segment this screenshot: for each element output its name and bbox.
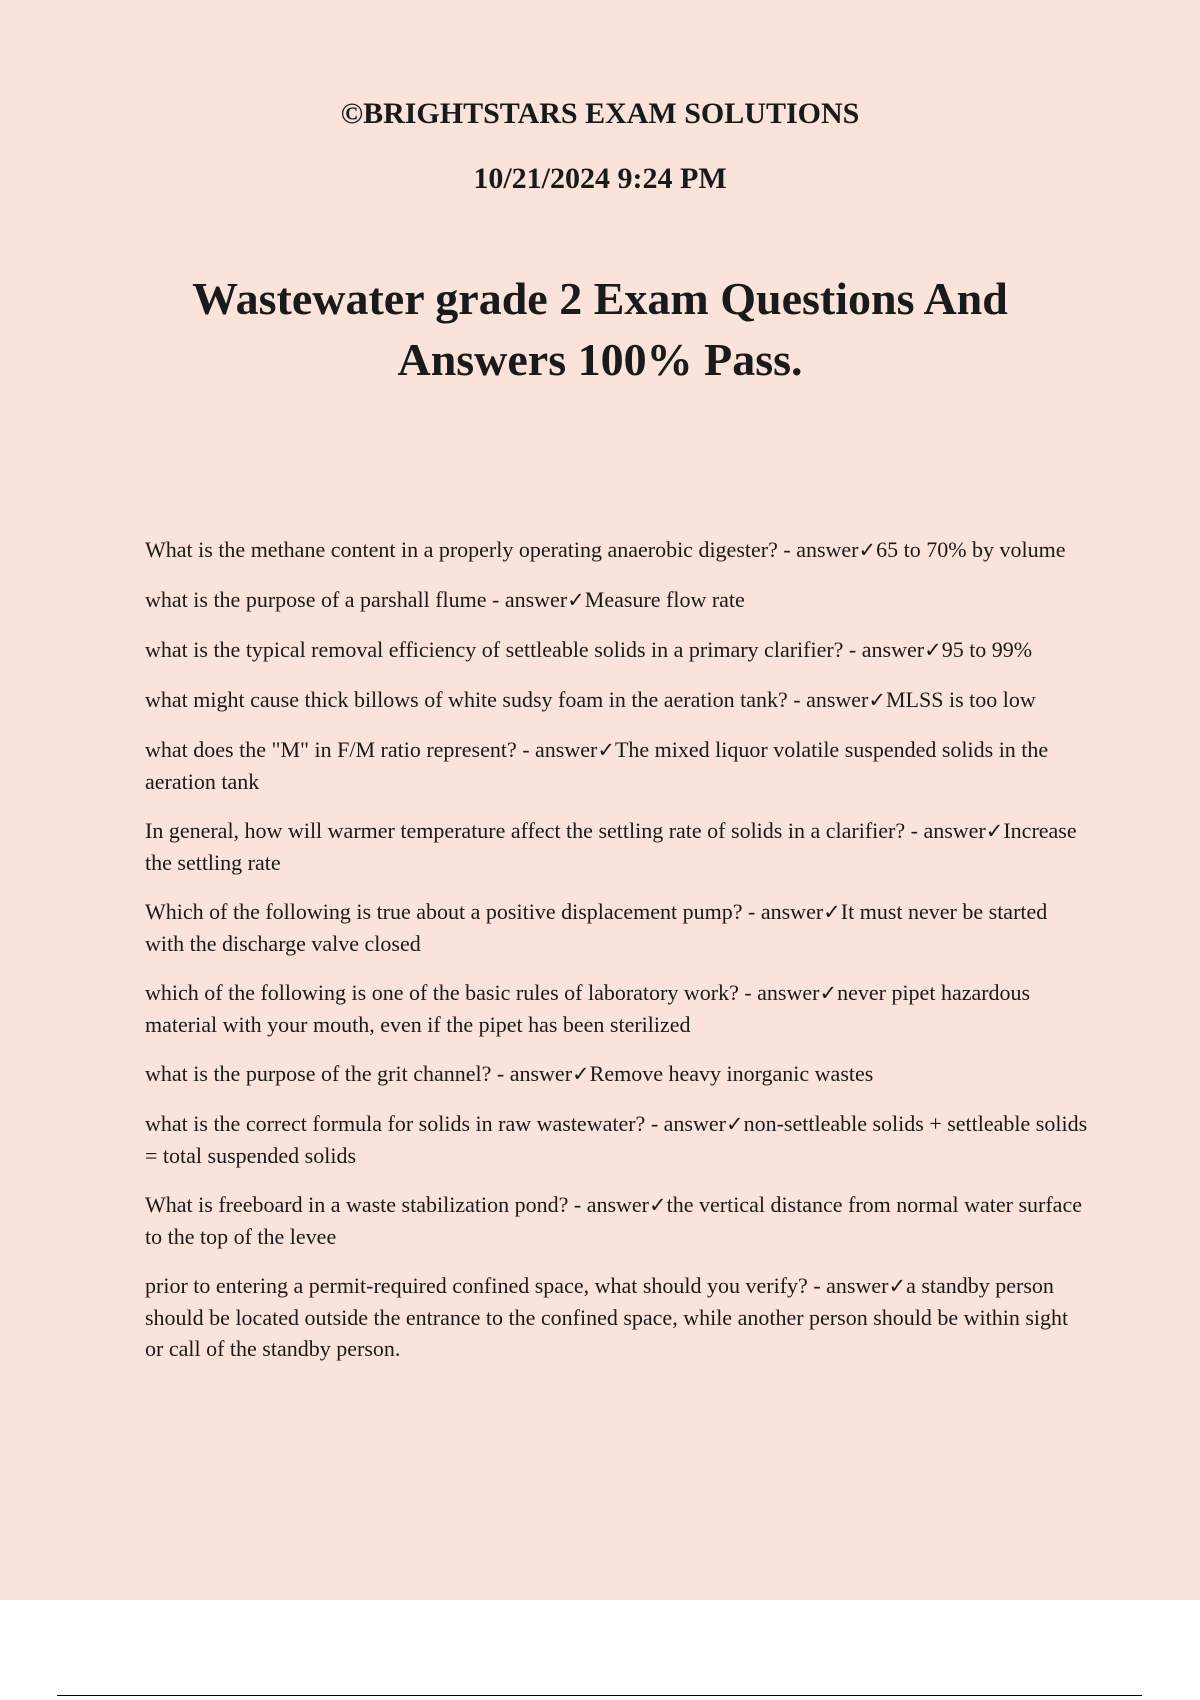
- question-text: what might cause thick billows of white sudsy foam in the aeration tank? -: [145, 687, 807, 712]
- title-line-2: Answers 100% Pass.: [397, 334, 803, 385]
- question-text: What is the methane content in a properly operating anaerobic digester? -: [145, 537, 797, 562]
- qa-item: [145, 896, 1090, 959]
- answer-prefix: answer: [757, 980, 820, 1005]
- answer-text: MLSS is too low: [886, 687, 1036, 712]
- question-text: what is the purpose of a parshall flume -: [145, 587, 505, 612]
- question-text: what is the purpose of the grit channel? -: [145, 1061, 510, 1086]
- answer-text: Measure flow rate: [584, 587, 745, 612]
- qa-item: [145, 634, 1090, 666]
- question-text: what is the typical removal efficiency of settleable solids in a primary clarifier? -: [145, 637, 862, 662]
- checkmark-icon: ✓: [924, 638, 942, 662]
- qa-item: [145, 534, 1090, 566]
- question-text: what does the "M" in F/M ratio represent? -: [145, 737, 536, 762]
- checkmark-icon: ✓: [725, 1112, 744, 1136]
- title-line-1: Wastewater grade 2 Exam Questions And: [192, 273, 1008, 324]
- qa-item: [145, 584, 1090, 616]
- qa-item: [145, 1270, 1090, 1364]
- answer-prefix: answer: [796, 537, 859, 562]
- answer-prefix: answer: [806, 687, 869, 712]
- answer-prefix: answer: [760, 899, 824, 924]
- footer-divider: [57, 1695, 1142, 1696]
- brand-header: ©BRIGHTSTARS EXAM SOLUTIONS: [340, 97, 860, 130]
- question-text: which of the following is one of the basic rules of laboratory work? -: [145, 980, 758, 1005]
- question-text: What is freeboard in a waste stabilization pond? -: [145, 1192, 587, 1217]
- document-date: 10/21/2024 9:24 PM: [473, 162, 727, 195]
- answer-prefix: answer: [663, 1111, 726, 1136]
- answer-prefix: answer: [586, 1192, 649, 1217]
- answer-text: Remove heavy inorganic wastes: [589, 1061, 874, 1086]
- qa-item: [145, 1058, 1090, 1090]
- checkmark-icon: ✓: [572, 1062, 590, 1086]
- answer-text: 65 to 70% by volume: [876, 537, 1066, 562]
- question-text: In general, how will warmer temperature affect the settling rate of solids in a clarifier? -: [145, 818, 924, 843]
- answer-text: a standby person should be located outside the entrance to the confined space, while another person should be within sight or call of the standby person.: [145, 1273, 1069, 1361]
- checkmark-icon: ✓: [985, 819, 1004, 843]
- checkmark-icon: ✓: [597, 738, 615, 762]
- answer-prefix: answer: [923, 818, 986, 843]
- checkmark-icon: ✓: [819, 981, 838, 1005]
- qa-item: [145, 1189, 1090, 1252]
- qa-item: [145, 1108, 1090, 1171]
- document-title: [140, 268, 1060, 390]
- checkmark-icon: ✓: [567, 588, 585, 612]
- answer-text: It must never be started with the discharge valve closed: [145, 899, 1048, 956]
- question-text: Which of the following is true about a positive displacement pump? -: [145, 899, 761, 924]
- answer-prefix: answer: [504, 587, 568, 612]
- qa-item: [145, 815, 1090, 878]
- checkmark-icon: ✓: [823, 900, 841, 924]
- checkmark-icon: ✓: [888, 1274, 907, 1298]
- qa-item: [145, 734, 1090, 797]
- answer-text: the vertical distance from normal water surface to the top of the levee: [145, 1192, 1082, 1249]
- question-text: what is the correct formula for solids in raw wastewater? -: [145, 1111, 664, 1136]
- checkmark-icon: ✓: [858, 538, 877, 562]
- checkmark-icon: ✓: [868, 688, 886, 712]
- qa-item: [145, 977, 1090, 1040]
- answer-prefix: answer: [826, 1273, 889, 1298]
- qa-list: [145, 534, 1090, 1382]
- answer-text: 95 to 99%: [941, 637, 1033, 662]
- answer-text: never pipet hazardous material with your mouth, even if the pipet has been sterilized: [145, 980, 1031, 1037]
- answer-prefix: answer: [861, 637, 925, 662]
- answer-prefix: answer: [509, 1061, 573, 1086]
- answer-text: The mixed liquor volatile suspended solids in the aeration tank: [145, 737, 1049, 794]
- answer-text: non-settleable solids + settleable solids = total suspended solids: [145, 1111, 1088, 1168]
- answer-text: Increase the settling rate: [145, 818, 1077, 875]
- checkmark-icon: ✓: [649, 1193, 667, 1217]
- question-text: prior to entering a permit-required confined space, what should you verify? -: [145, 1273, 827, 1298]
- answer-prefix: answer: [535, 737, 598, 762]
- qa-item: [145, 684, 1090, 716]
